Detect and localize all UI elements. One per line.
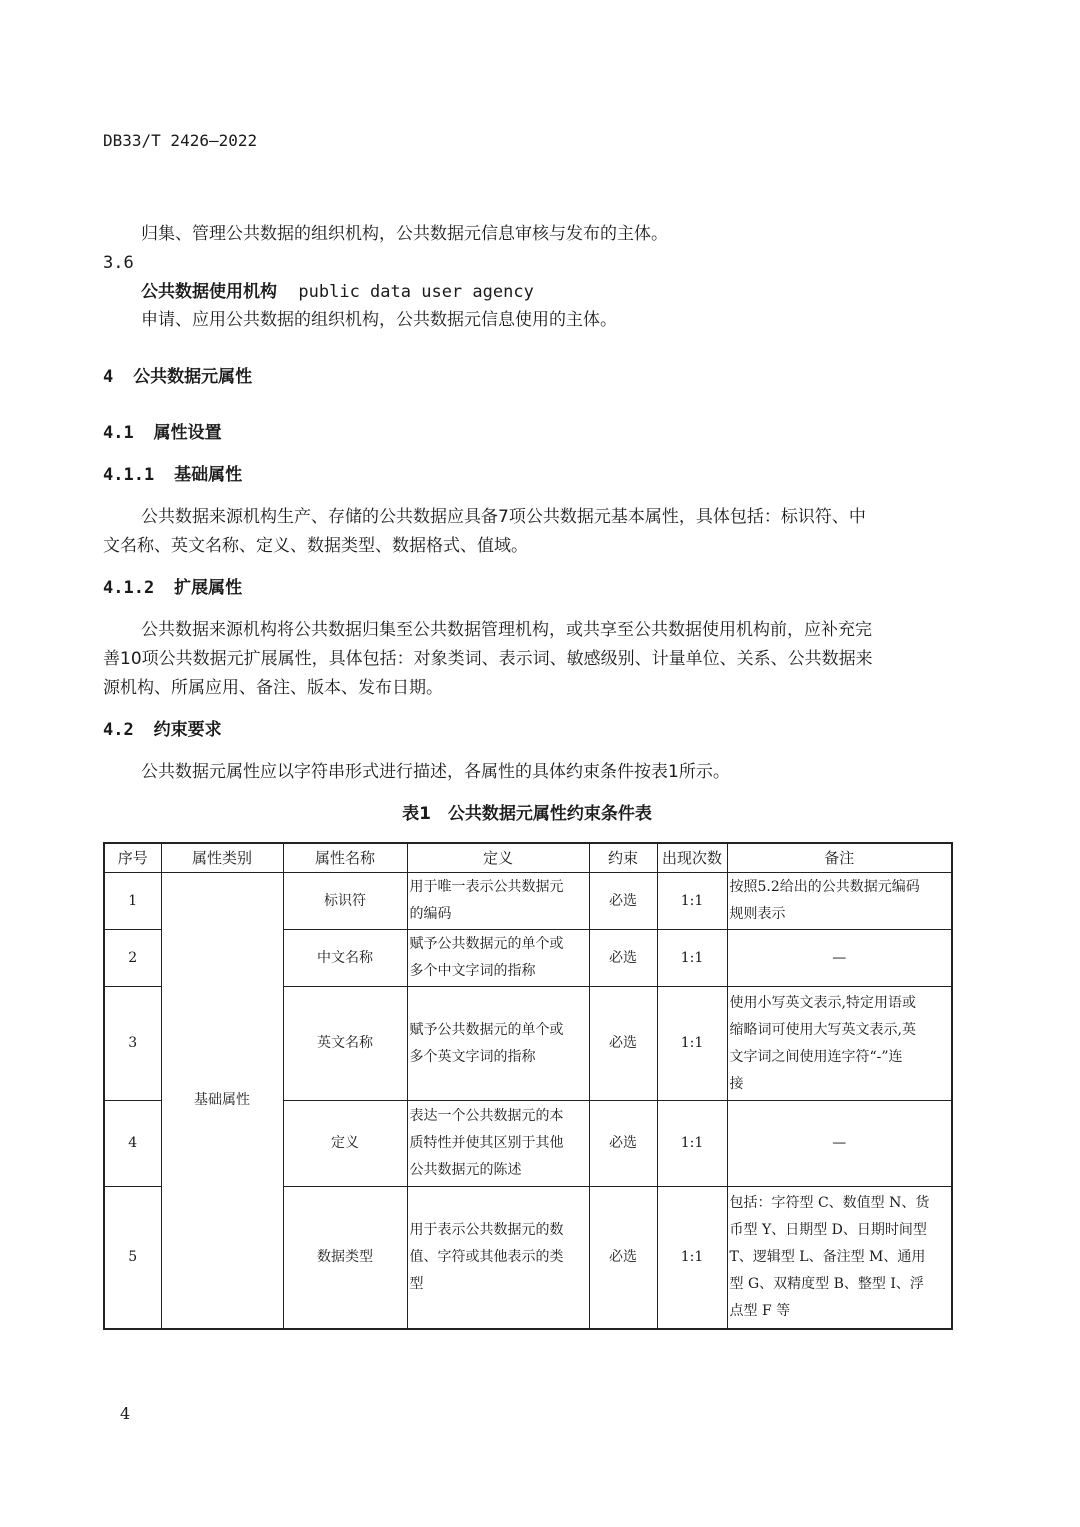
row-occurrence: 1:1 bbox=[657, 1101, 727, 1187]
row-occurrence: 1:1 bbox=[657, 930, 727, 987]
row-no: 1 bbox=[104, 873, 161, 930]
row-no: 2 bbox=[104, 930, 161, 987]
note-line: 包括：字符型 C、数值型 N、货 bbox=[729, 1194, 930, 1211]
note-line: — bbox=[832, 949, 847, 966]
note-line: 型 G、双精度型 B、整型 I、浮 bbox=[729, 1275, 924, 1292]
category-cell: 基础属性 bbox=[161, 873, 283, 1329]
table-row bbox=[104, 873, 952, 930]
note-line: 使用小写英文表示,特定用语或 bbox=[729, 994, 916, 1011]
row-note bbox=[727, 1187, 952, 1329]
section-4-1-2-number: 4.1.2 bbox=[103, 578, 155, 598]
section-4-2-para: 公共数据元属性应以字符串形式进行描述，各属性的具体约束条件按表1所示。 bbox=[141, 762, 730, 782]
section-4-1-1-para-line2: 文名称、英文名称、定义、数据类型、数据格式、值域。 bbox=[103, 536, 528, 556]
row-no: 3 bbox=[104, 987, 161, 1101]
header-no: 序号 bbox=[104, 843, 161, 873]
term-cn: 公共数据使用机构 bbox=[141, 282, 277, 302]
section-4-1-1-title: 基础属性 bbox=[174, 465, 243, 485]
section-4-1-1-number: 4.1.1 bbox=[103, 465, 155, 485]
row-occurrence: 1:1 bbox=[657, 873, 727, 930]
header-note: 备注 bbox=[727, 843, 952, 873]
section-4-1-heading bbox=[103, 422, 222, 444]
note-line: 点型 F 等 bbox=[729, 1302, 791, 1319]
section-4-1-1-heading bbox=[103, 464, 242, 486]
row-constraint: 必选 bbox=[589, 1101, 657, 1187]
row-note bbox=[727, 873, 952, 930]
note-line: 规则表示 bbox=[729, 906, 786, 922]
row-occurrence: 1:1 bbox=[657, 1187, 727, 1329]
row-note bbox=[727, 987, 952, 1101]
row-name: 英文名称 bbox=[283, 987, 407, 1101]
def-line: 质特性并使其区别于其他 bbox=[409, 1135, 564, 1151]
note-line: — bbox=[832, 1135, 847, 1151]
section-4-number: 4 bbox=[103, 367, 114, 387]
header-definition: 定义 bbox=[407, 843, 589, 873]
row-name: 中文名称 bbox=[283, 930, 407, 987]
note-line: 币型 Y、日期型 D、日期时间型 bbox=[729, 1221, 927, 1238]
term-definition: 申请、应用公共数据的组织机构，公共数据元信息使用的主体。 bbox=[141, 310, 617, 330]
section-4-1-2-heading bbox=[103, 577, 242, 599]
def-line: 表达一个公共数据元的本 bbox=[409, 1108, 564, 1124]
term-number: 3.6 bbox=[103, 253, 134, 273]
note-line: 接 bbox=[729, 1075, 744, 1092]
page-number: 4 bbox=[120, 1404, 131, 1423]
def-line: 多个中文字词的指称 bbox=[409, 963, 536, 979]
section-4-1-title: 属性设置 bbox=[153, 423, 222, 443]
table-caption: 表1 公共数据元属性约束条件表 bbox=[402, 804, 652, 824]
note-line: 缩略词可使用大写英文表示,英 bbox=[729, 1021, 916, 1038]
note-line: 按照5.2给出的公共数据元编码 bbox=[729, 879, 920, 895]
section-4-1-1-para-line1: 公共数据来源机构生产、存储的公共数据应具备7项公共数据元基本属性，具体包括：标识符、中 bbox=[141, 507, 866, 527]
section-4-1-2-para-line2: 善10项公共数据元扩展属性，具体包括：对象类词、表示词、敏感级别、计量单位、关系、公共数据来 bbox=[103, 649, 873, 669]
def-line: 的编码 bbox=[409, 906, 452, 922]
section-4-1-2-para-line1: 公共数据来源机构将公共数据归集至公共数据管理机构，或共享至公共数据使用机构前，应补充完 bbox=[141, 620, 872, 640]
section-4-1-2-para-line3: 源机构、所属应用、备注、版本、发布日期。 bbox=[103, 678, 443, 698]
intro-paragraph: 归集、管理公共数据的组织机构，公共数据元信息审核与发布的主体。 bbox=[141, 224, 668, 244]
header-occurrence: 出现次数 bbox=[657, 843, 727, 873]
row-name: 数据类型 bbox=[283, 1187, 407, 1329]
row-no: 5 bbox=[104, 1187, 161, 1329]
note-line: 文字词之间使用连字符“-”连 bbox=[729, 1048, 903, 1065]
term-en: public data user agency bbox=[298, 282, 534, 302]
def-line: 公共数据元的陈述 bbox=[409, 1162, 522, 1178]
header-category: 属性类别 bbox=[161, 843, 283, 873]
def-line: 用于唯一表示公共数据元 bbox=[409, 879, 564, 895]
row-definition bbox=[407, 987, 589, 1101]
def-line: 赋予公共数据元的单个或 bbox=[409, 1021, 564, 1038]
row-constraint: 必选 bbox=[589, 930, 657, 987]
header-constraint: 约束 bbox=[589, 843, 657, 873]
row-definition bbox=[407, 930, 589, 987]
section-4-heading bbox=[103, 366, 252, 388]
section-4-1-2-title: 扩展属性 bbox=[174, 578, 243, 598]
row-constraint: 必选 bbox=[589, 1187, 657, 1329]
row-name: 标识符 bbox=[283, 873, 407, 930]
def-line: 多个英文字词的指称 bbox=[409, 1048, 536, 1065]
row-no: 4 bbox=[104, 1101, 161, 1187]
header-name: 属性名称 bbox=[283, 843, 407, 873]
table-header-row bbox=[104, 843, 952, 873]
def-line: 值、字符或其他表示的类 bbox=[409, 1248, 564, 1265]
attribute-constraint-table bbox=[103, 842, 953, 1330]
section-4-2-number: 4.2 bbox=[103, 720, 134, 740]
row-constraint: 必选 bbox=[589, 873, 657, 930]
row-name: 定义 bbox=[283, 1101, 407, 1187]
section-4-title: 公共数据元属性 bbox=[133, 367, 253, 387]
row-constraint: 必选 bbox=[589, 987, 657, 1101]
row-occurrence: 1:1 bbox=[657, 987, 727, 1101]
row-definition bbox=[407, 873, 589, 930]
section-4-2-heading bbox=[103, 719, 222, 741]
def-line: 赋予公共数据元的单个或 bbox=[409, 936, 564, 952]
document-code: DB33/T 2426—2022 bbox=[103, 131, 258, 150]
section-4-1-number: 4.1 bbox=[103, 423, 134, 443]
def-line: 型 bbox=[409, 1275, 424, 1292]
row-definition bbox=[407, 1187, 589, 1329]
row-definition bbox=[407, 1101, 589, 1187]
note-line: T、逻辑型 L、备注型 M、通用 bbox=[729, 1248, 926, 1265]
term-heading bbox=[141, 281, 534, 303]
row-note bbox=[727, 1101, 952, 1187]
section-4-2-title: 约束要求 bbox=[153, 720, 222, 740]
def-line: 用于表示公共数据元的数 bbox=[409, 1221, 564, 1238]
row-note bbox=[727, 930, 952, 987]
